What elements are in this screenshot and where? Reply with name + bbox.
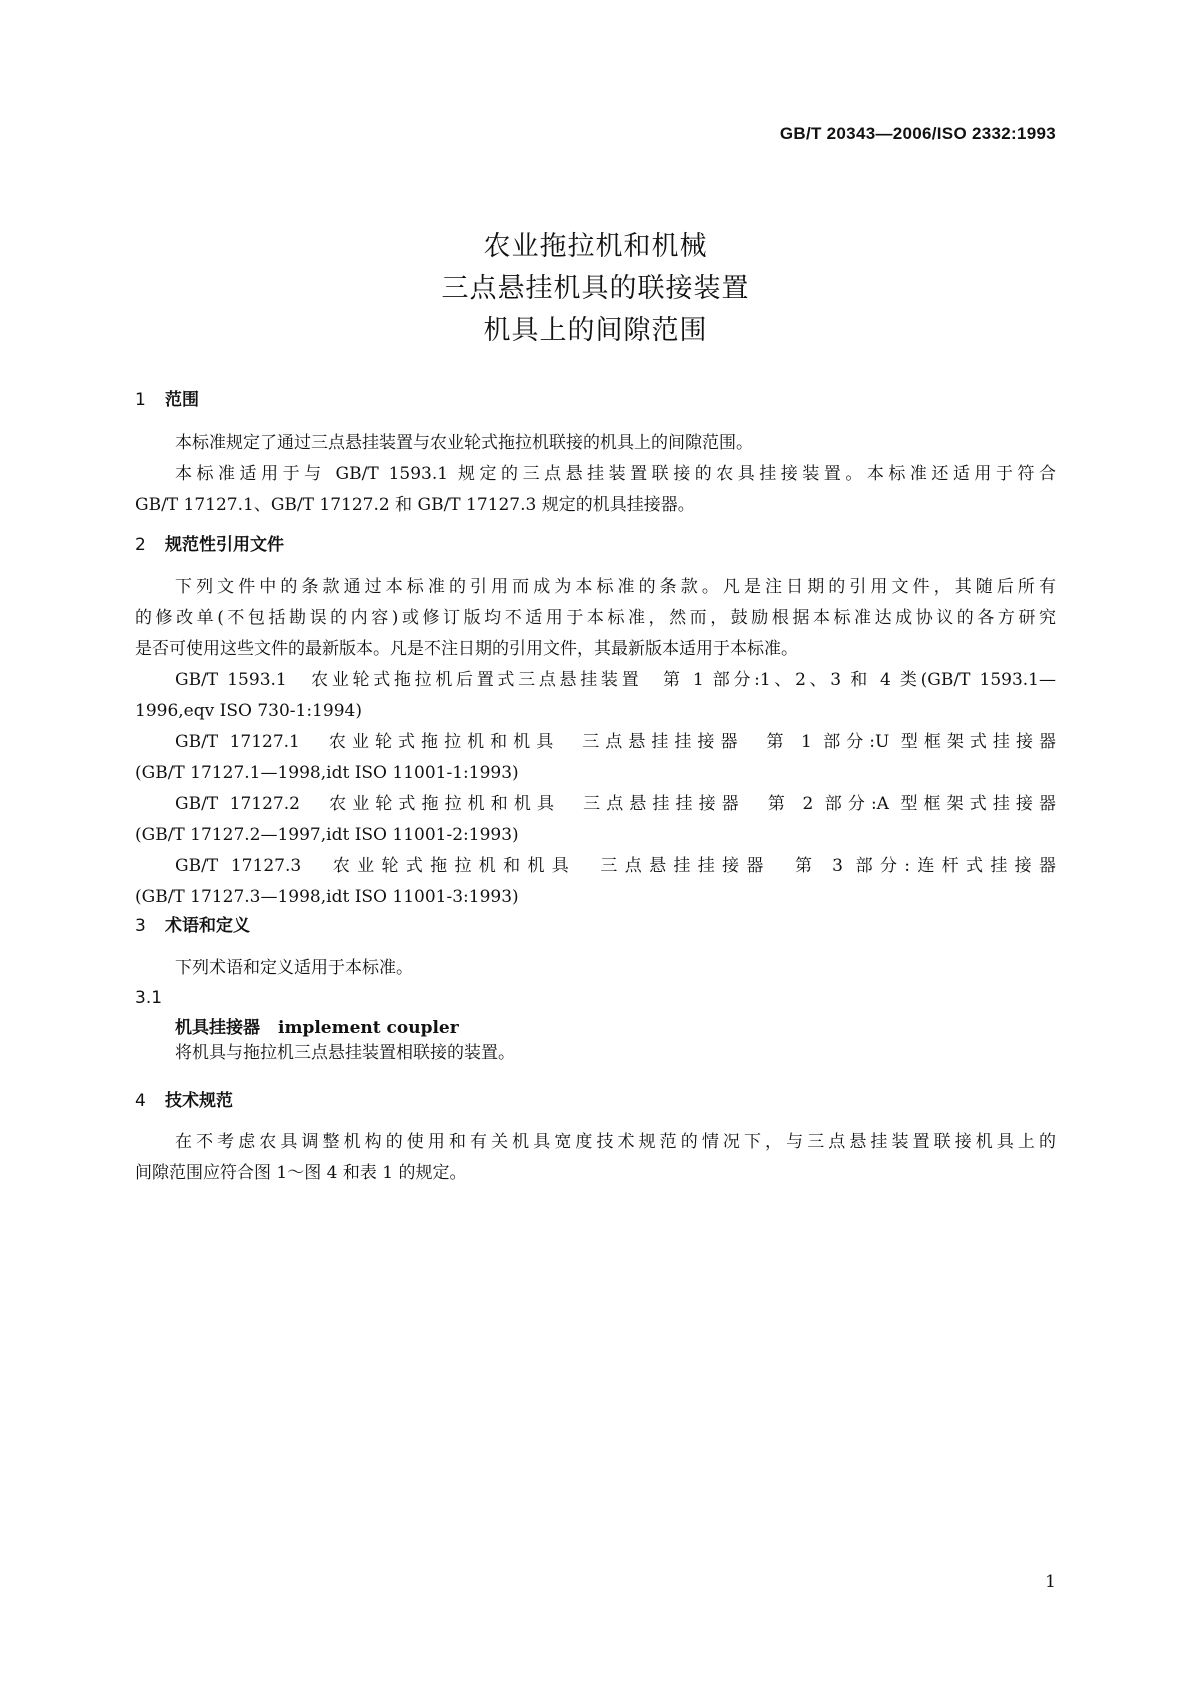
reference-1-line-2: 1996,eqv ISO 730-1:1994) (135, 701, 362, 721)
section-1-heading (135, 385, 199, 410)
title-line-1: 农业拖拉机和机械 (483, 231, 708, 262)
section-3-number: 3 (135, 916, 146, 936)
section-1-title: 范围 (165, 390, 199, 410)
title-line-3: 机具上的间隙范围 (483, 315, 708, 346)
reference-3-line-1: GB/T 17127.2 农业轮式拖拉机和机具 三点悬挂挂接器 第 2 部分:A 型框架式挂接器 (175, 794, 1056, 814)
section-1-paragraph-2-line-2: GB/T 17127.1、GB/T 17127.2 和 GB/T 17127.3 规定的机具挂接器。 (135, 495, 695, 515)
section-2-body (135, 572, 1056, 913)
term-definition-block (135, 1038, 1056, 1069)
section-2-paragraph-line-1: 下列文件中的条款通过本标准的引用而成为本标准的条款。凡是注日期的引用文件，其随后所有 (175, 577, 1056, 597)
reference-2-line-2: (GB/T 17127.1—1998,idt ISO 11001-1:1993) (135, 763, 519, 783)
section-4-number: 4 (135, 1091, 146, 1111)
section-4-heading (135, 1086, 233, 1111)
section-1-paragraph-2-line-1: 本标准适用于与 GB/T 1593.1 规定的三点悬挂装置联接的农具挂接装置。本标准还适用于符合 (175, 464, 1056, 484)
section-3-body (135, 953, 1056, 984)
section-1-number: 1 (135, 390, 146, 410)
section-3-title: 术语和定义 (165, 916, 250, 936)
section-1-body (135, 428, 1056, 521)
section-4-title: 技术规范 (165, 1091, 233, 1111)
section-4-paragraph-line-1: 在不考虑农具调整机构的使用和有关机具宽度技术规范的情况下，与三点悬挂装置联接机具上的 (175, 1132, 1056, 1152)
term-english: implement coupler (278, 1018, 459, 1038)
section-4-paragraph-line-2: 间隙范围应符合图 1～图 4 和表 1 的规定。 (135, 1163, 467, 1183)
reference-4-line-1: GB/T 17127.3 农业轮式拖拉机和机具 三点悬挂挂接器 第 3 部分:连杆式挂接器 (175, 856, 1056, 876)
section-2-heading (135, 530, 284, 555)
reference-4-line-2: (GB/T 17127.3—1998,idt ISO 11001-3:1993) (135, 887, 519, 907)
reference-1-line-1: GB/T 1593.1 农业轮式拖拉机后置式三点悬挂装置 第 1 部分:1、2、3 和 4 类(GB/T 1593.1— (175, 670, 1056, 690)
section-1-paragraph-1: 本标准规定了通过三点悬挂装置与农业轮式拖拉机联接的机具上的间隙范围。 (175, 433, 753, 453)
reference-3-line-2: (GB/T 17127.2—1997,idt ISO 11001-2:1993) (135, 825, 519, 845)
section-2-title: 规范性引用文件 (165, 535, 284, 555)
term-definition: 将机具与拖拉机三点悬挂装置相联接的装置。 (175, 1043, 515, 1063)
section-3-intro: 下列术语和定义适用于本标准。 (175, 958, 413, 978)
section-4-body (135, 1127, 1056, 1189)
page-number: 1 (1045, 1572, 1056, 1592)
document-code: GB/T 20343—2006/ISO 2332:1993 (779, 124, 1056, 143)
term-heading (175, 1013, 459, 1038)
section-2-paragraph-line-2: 的修改单(不包括勘误的内容)或修订版均不适用于本标准，然而，鼓励根据本标准达成协议的各方研究 (135, 608, 1056, 628)
section-2-number: 2 (135, 535, 146, 555)
title-line-2: 三点悬挂机具的联接装置 (441, 273, 750, 304)
section-3-heading (135, 911, 250, 936)
term-number: 3.1 (135, 988, 163, 1008)
document-title (0, 226, 1191, 352)
term-chinese: 机具挂接器 (175, 1018, 260, 1038)
reference-2-line-1: GB/T 17127.1 农业轮式拖拉机和机具 三点悬挂挂接器 第 1 部分:U 型框架式挂接器 (175, 732, 1056, 752)
section-2-paragraph-line-3: 是否可使用这些文件的最新版本。凡是不注日期的引用文件，其最新版本适用于本标准。 (135, 639, 798, 659)
